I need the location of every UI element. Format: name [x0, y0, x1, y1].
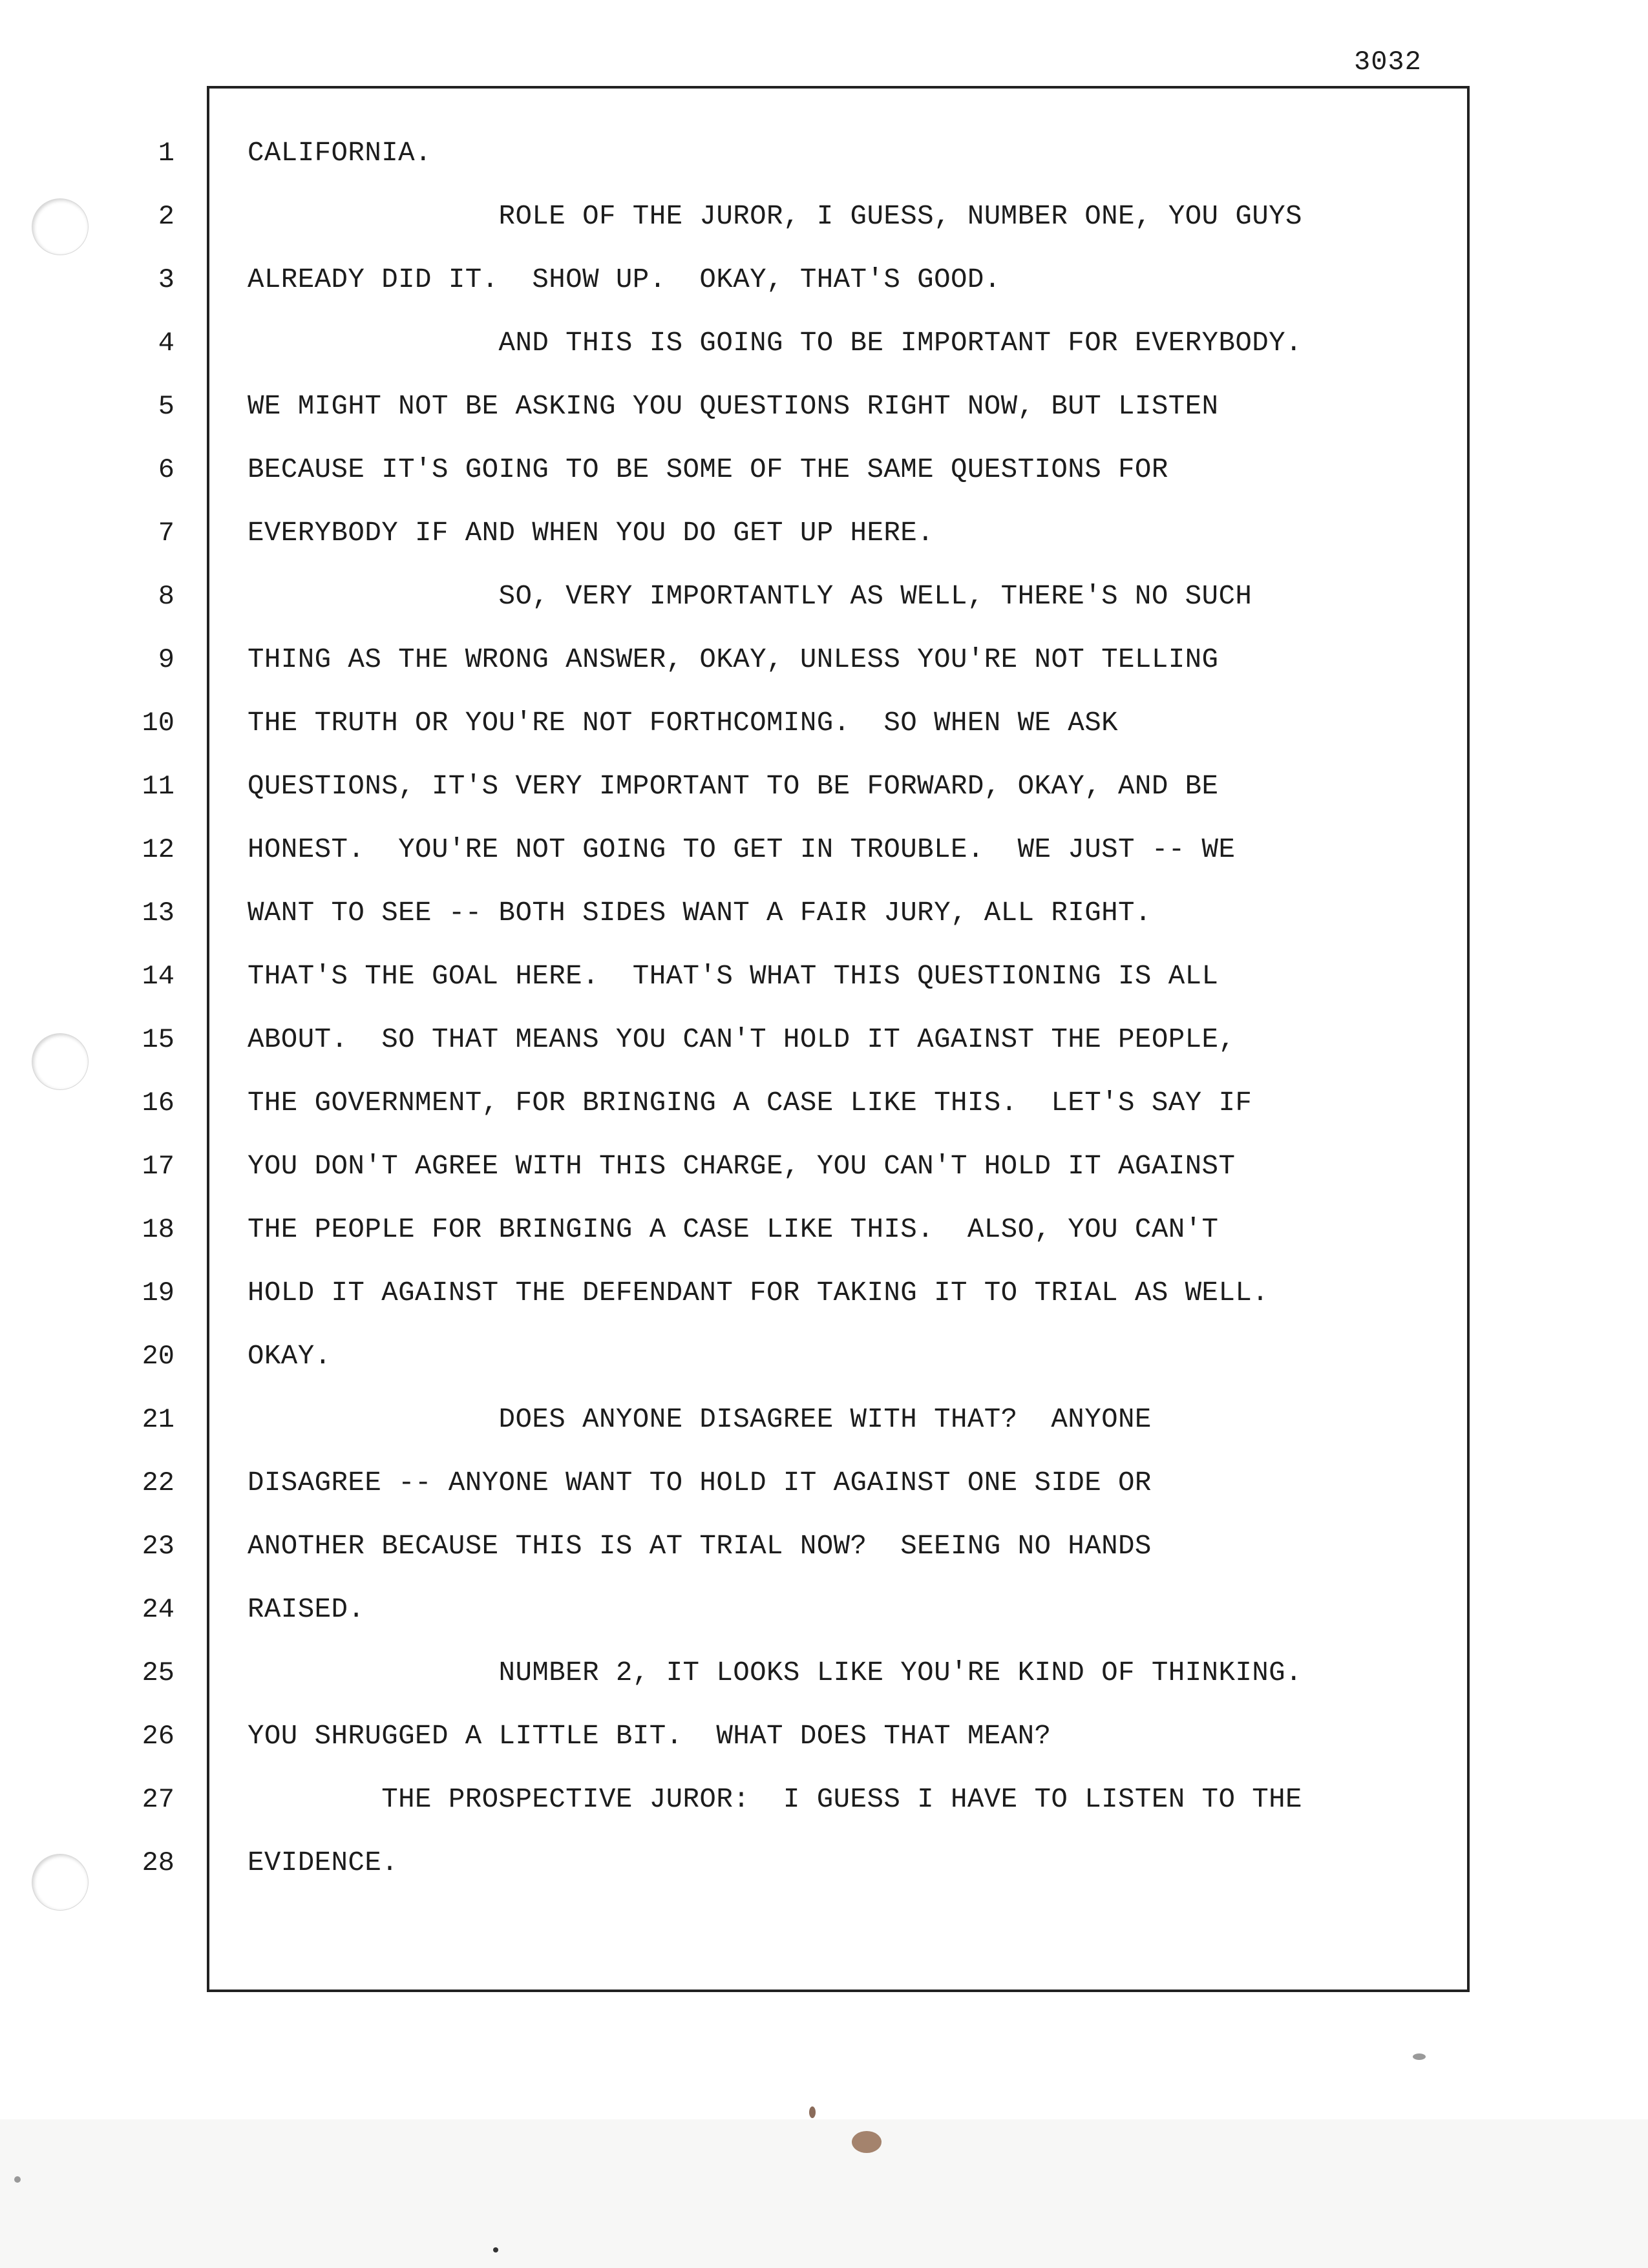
transcript-line: SO, VERY IMPORTANTLY AS WELL, THERE'S NO SUCH [248, 581, 1252, 612]
transcript-line: ROLE OF THE JUROR, I GUESS, NUMBER ONE, YOU GUYS [248, 201, 1302, 232]
transcript-line: EVERYBODY IF AND WHEN YOU DO GET UP HERE. [248, 518, 935, 549]
transcript-line: DISAGREE -- ANYONE WANT TO HOLD IT AGAINST ONE SIDE OR [248, 1467, 1152, 1498]
transcript-line: THE PROSPECTIVE JUROR: I GUESS I HAVE TO LISTEN TO THE [248, 1784, 1302, 1815]
transcript-line: THING AS THE WRONG ANSWER, OKAY, UNLESS YOU'RE NOT TELLING [248, 644, 1219, 675]
line-number: 27 [142, 1784, 174, 1815]
line-number: 19 [142, 1277, 174, 1308]
line-number: 12 [142, 834, 174, 865]
line-number: 16 [142, 1087, 174, 1118]
stain-mark [809, 2106, 816, 2118]
transcript-line: WANT TO SEE -- BOTH SIDES WANT A FAIR JURY, ALL RIGHT. [248, 898, 1152, 929]
line-number: 14 [142, 961, 174, 992]
transcript-line: ANOTHER BECAUSE THIS IS AT TRIAL NOW? SEEING NO HANDS [248, 1531, 1152, 1562]
transcript-line: HONEST. YOU'RE NOT GOING TO GET IN TROUBLE. WE JUST -- WE [248, 834, 1236, 865]
stain-mark [493, 2247, 498, 2252]
transcript-line: YOU SHRUGGED A LITTLE BIT. WHAT DOES THAT MEAN? [248, 1721, 1051, 1752]
transcript-line: OKAY. [248, 1341, 332, 1372]
line-number: 9 [158, 644, 174, 675]
line-number: 1 [158, 138, 174, 169]
transcript-line: NUMBER 2, IT LOOKS LIKE YOU'RE KIND OF THINKING. [248, 1657, 1302, 1688]
line-number: 13 [142, 898, 174, 929]
line-number: 21 [142, 1404, 174, 1435]
transcript-line: THE PEOPLE FOR BRINGING A CASE LIKE THIS. ALSO, YOU CAN'T [248, 1214, 1219, 1245]
line-number: 5 [158, 391, 174, 422]
line-number: 26 [142, 1721, 174, 1752]
line-number: 20 [142, 1341, 174, 1372]
transcript-line: BECAUSE IT'S GOING TO BE SOME OF THE SAME QUESTIONS FOR [248, 454, 1168, 485]
line-number: 22 [142, 1467, 174, 1498]
transcript-line: THE TRUTH OR YOU'RE NOT FORTHCOMING. SO WHEN WE ASK [248, 708, 1119, 739]
line-number: 10 [142, 708, 174, 739]
line-number: 2 [158, 201, 174, 232]
stain-mark [1413, 2053, 1426, 2060]
line-number: 3 [158, 264, 174, 295]
transcript-line: YOU DON'T AGREE WITH THIS CHARGE, YOU CAN'T HOLD IT AGAINST [248, 1151, 1236, 1182]
transcript-line: AND THIS IS GOING TO BE IMPORTANT FOR EVERYBODY. [248, 328, 1302, 359]
transcript-line: RAISED. [248, 1594, 365, 1625]
line-number: 7 [158, 518, 174, 549]
transcript-line: DOES ANYONE DISAGREE WITH THAT? ANYONE [248, 1404, 1152, 1435]
transcript-line: CALIFORNIA. [248, 138, 432, 169]
page-bottom-margin [0, 2119, 1648, 2268]
line-number: 8 [158, 581, 174, 612]
transcript-line: QUESTIONS, IT'S VERY IMPORTANT TO BE FORWARD, OKAY, AND BE [248, 771, 1219, 802]
transcript-line: THE GOVERNMENT, FOR BRINGING A CASE LIKE THIS. LET'S SAY IF [248, 1087, 1252, 1118]
transcript-line: THAT'S THE GOAL HERE. THAT'S WHAT THIS QUESTIONING IS ALL [248, 961, 1219, 992]
line-number: 6 [158, 454, 174, 485]
transcript-line: EVIDENCE. [248, 1847, 399, 1878]
line-number: 18 [142, 1214, 174, 1245]
line-number: 17 [142, 1151, 174, 1182]
line-number: 24 [142, 1594, 174, 1625]
stain-mark [14, 2176, 21, 2183]
line-number: 15 [142, 1024, 174, 1055]
transcript-line: ALREADY DID IT. SHOW UP. OKAY, THAT'S GOOD. [248, 264, 1001, 295]
line-number: 25 [142, 1657, 174, 1688]
page-number: 3032 [1354, 47, 1422, 78]
transcript-line: ABOUT. SO THAT MEANS YOU CAN'T HOLD IT AGAINST THE PEOPLE, [248, 1024, 1236, 1055]
line-number: 28 [142, 1847, 174, 1878]
line-number: 4 [158, 328, 174, 359]
transcript-line: WE MIGHT NOT BE ASKING YOU QUESTIONS RIGHT NOW, BUT LISTEN [248, 391, 1219, 422]
transcript-line: HOLD IT AGAINST THE DEFENDANT FOR TAKING IT TO TRIAL AS WELL. [248, 1277, 1269, 1308]
line-number: 23 [142, 1531, 174, 1562]
line-number: 11 [142, 771, 174, 802]
stain-mark [852, 2131, 882, 2153]
